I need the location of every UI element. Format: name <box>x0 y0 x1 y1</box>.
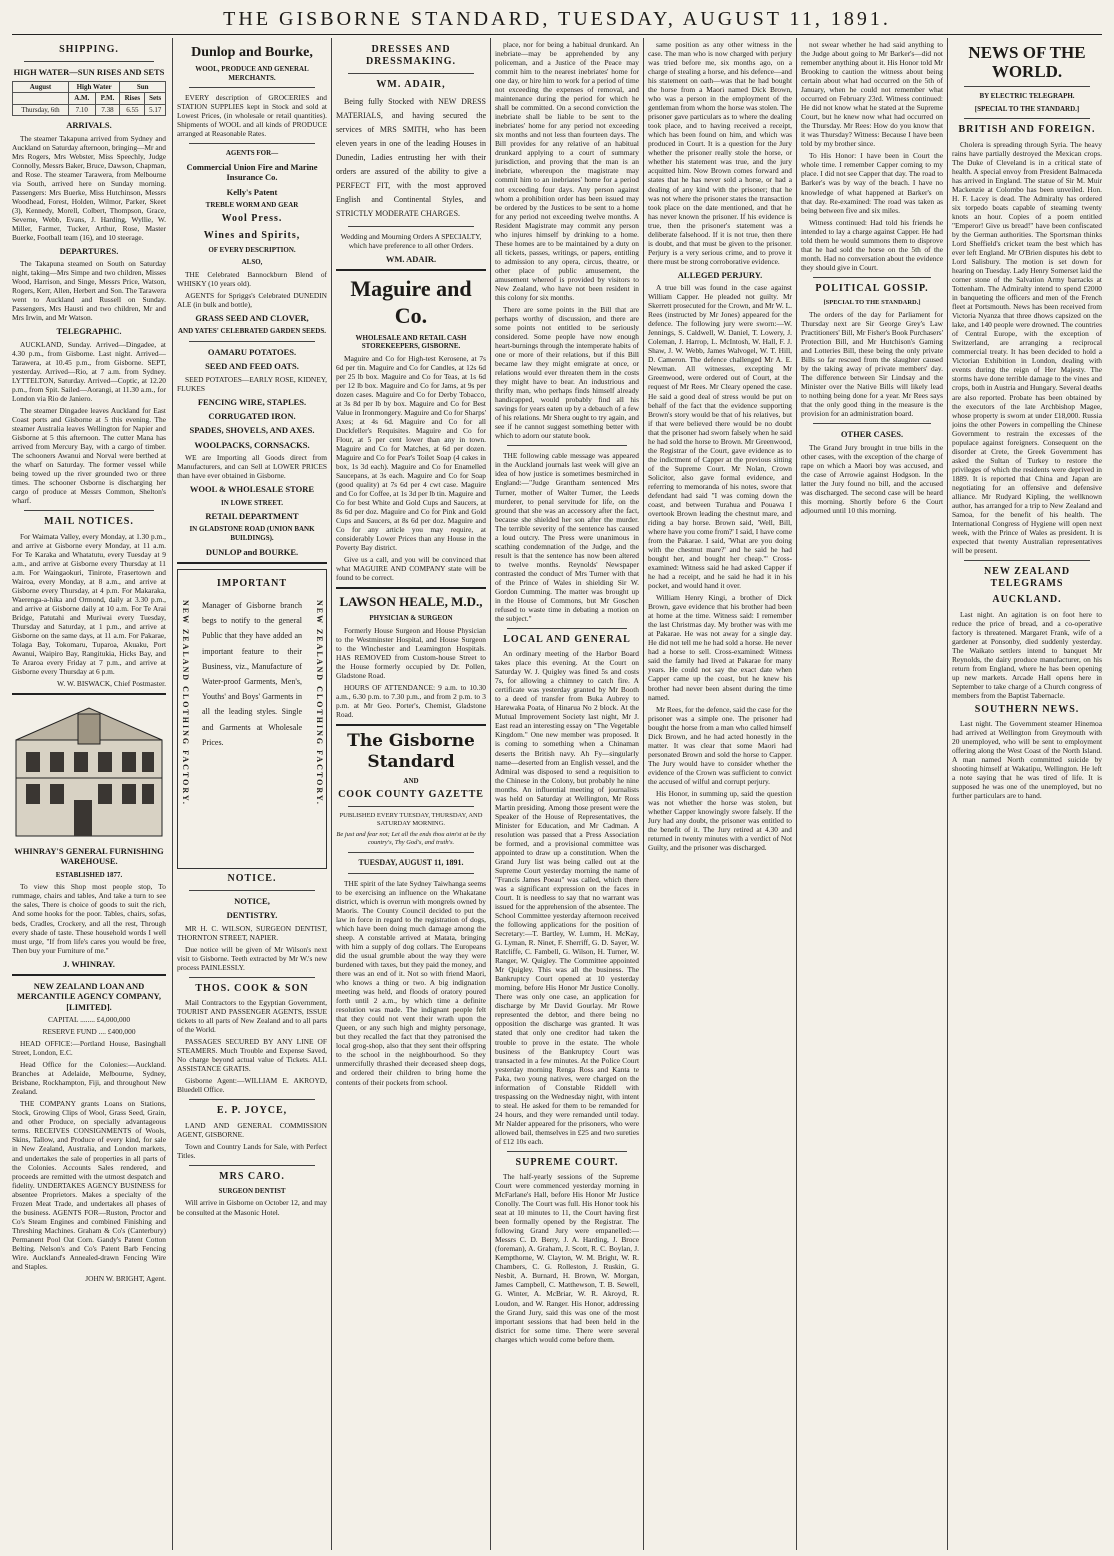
court-text-4: Mr Rees, for the defence, said the case for the prisoner was a simple one. The prisoner had bought the horse from a man who called himself Dick Brown, and he had acted honestly in the matter. It was clear that some Maori had personated Brown and sold the horse to Capper. The Jury would have to consider whether the evidence of the Crown was sufficient to convict the accused of wilful and corrupt perjury. <box>648 704 792 786</box>
column-editorial <box>495 40 639 1548</box>
arrivals-heading: ARRIVALS. <box>66 120 112 131</box>
column-rule <box>331 38 332 1550</box>
caro-heading: MRS CARO. <box>219 1170 285 1182</box>
heale-hours: HOURS OF ATTENDANCE: 9 a.m. to 10.30 a.m., 6.30 p.m. to 7.30 p.m., and from 2 p.m. to 3 p.m. at Mr Geo. Porter's, Chemist, Gladstone Road. <box>336 683 486 720</box>
paper-subtitle: COOK COUNTY GAZETTE <box>338 789 484 801</box>
telegraphic-heading: TELEGRAPHIC. <box>56 326 122 337</box>
auckland-heading: AUCKLAND. <box>992 594 1062 606</box>
factory-vertical-right: NEW ZEALAND CLOTHING FACTORY. <box>315 599 324 806</box>
corrugated-iron: CORRUGATED IRON. <box>208 411 296 422</box>
other-cases-text: The Grand Jury brought in true bills in the other cases, with the exception of the charge of rape on which a Maori boy was accused, and the case of Arrowie against Hodgson. In the latter the Jury found no bill, and the accused was discharged. The second case will be heard this morning. Shortly before 6 the Court adjourned until 10 this morning. <box>801 442 943 515</box>
spades: SPADES, SHOVELS, AND AXES. <box>189 425 315 436</box>
tide-cell: Thursday, 6th <box>13 104 69 116</box>
maguire-list: Maguire and Co for High-test Kerosene, at 7s 6d per tin. Maguire and Co for Candles, at 12s 6d per 25 lb box. Maguire and Co for Teas, at 1s 6d per 12 lb box. Maguire and Co for Jams, at 9s per dozen cases. Maguire and Co for Derby Tobacco, at 3s 8d per lb by box. Maguire and Co for Best Value in Ironmongery. Maguire and Co for Sharps' Axes; at 4s 6d. Maguire and Co for all Duckfeller's Requisites. Maguire and Co for Flour, at 5 per cent lower than any in town. Maguire and Co for Matches, at 6d per dozen. Maguire and Co for Pear's Toilet Soap (4 cakes in box, 1s 3d each). Maguire and Co for Enamelled Saucepans, at 3s each. Maguire and Co for Soap (good quality) at 7s 6d per 4 cwt case. Maguire and Co for Coffee, at 1s 3d per lb tin. Maguire and Co for best White and Gold Cups and Saucers, at 8s 6d per doz. Maguire and Co for Pink and Gold Cups and Saucers, at 8s 6d per doz. Maguire and Co for any article you may require, at considerably Lower Prices than any House in the Poverty Bay district. <box>336 353 486 553</box>
paper-and: AND <box>403 776 419 785</box>
notice-heading: NOTICE. <box>227 872 277 884</box>
wool-press: Wool Press. <box>221 213 283 225</box>
oamaru-potatoes: OAMARU POTATOES. <box>207 346 297 357</box>
factory-vertical-left: NEW ZEALAND CLOTHING FACTORY. <box>180 599 190 806</box>
capital: CAPITAL ........ £4,000,000 <box>47 1015 131 1025</box>
furniture-poem: To view this Shop most people stop, To rummage, chairs and tables, And take a turn to see the sales, There is choice of goods to suit the rich, And some hooks for the poor. Tables, chairs, sofas, beds, Cradles, Crockery, and all the rest, Through every shade of taste. These household words I well must urge, "If from life's cares you would be free, Then buy your Furniture of me." <box>12 882 166 955</box>
southern-text: Last night. The Government steamer Hinemoa had arrived at Wellington from Greymouth with 20 unemployed, who will be sent to employment offering along the West Coast of the North Island. A man named North committed suicide by shooting himself at Wakatipu, Wellington. He left a note saying that he was tired of life. It is supposed he was one of the unemployed, but no further particulars are to hand. <box>952 719 1102 801</box>
heale-heading: LAWSON HEALE, M.D., <box>339 594 483 610</box>
agents-heading: AGENTS FOR— <box>225 149 279 158</box>
court-text: same position as any other witness in the case. The man who is now charged with perjury was tried before me, six months ago, on a charge of stealing a horse, and his defence—and his statement on oath—was that he had bought the horse from a Maori named Dick Brown, who was a person in the employment of the gentleman from whom the horse was stolen. The prisoner gave particulars as to where the dealing took place, and to having received a receipt, which has been found on him, and which was produced in Court. It is a question for the Jury whether the prisoner really stole the horse, or whether his statement was true, and the jury acquitted him. Now Brown comes forward and states that he has never sold a horse, or had a dealing of any kind with the prisoner; that he was not where the prisoner states the transaction took place on the date mentioned, and that he has never known the prisoner. If his evidence is true, then the prisoner's statement was a deliberate falsehood. If it is not true, then there is doubt, and that must be given to the prisoner. Perjury is a very serious crime, and to prove it there must be strong corroborative evidence. <box>648 40 792 266</box>
seed-potatoes: SEED POTATOES—EARLY ROSE, KIDNEY, FLUKES <box>177 374 327 393</box>
clothing-text: Manager of Gisborne branch begs to notify to the general Public that they have added an important feature to their Business, viz., Manufacture of Water-proof Garments, Men's, Youths' and Boys' Garments in all the leading styles. Single and Garments at Wholesale Prices. <box>202 601 302 747</box>
grass-seed: GRASS SEED AND CLOVER, <box>195 313 309 323</box>
wines-subtitle: OF EVERY DESCRIPTION. <box>208 245 296 254</box>
editorial-text-2: There are some points in the Bill that are perhaps worthy of discussion, and there are some points not entitled to be seriously considered. Some people have now enough heart-burnings through the intemperate habits of one or more of their relations, but if this Bill became law they might emigrate at once, or relations would ever threaten them in the costs they might have to bear. An industrious and thrifty man, who perhaps finds himself already handicapped, would probably find all his savings for years eaten up by a debauch of a few of his relations. Mr Shera ought to try again, and see if he cannot suggest something better with which to adorn our statute book. <box>495 304 639 441</box>
tide-cell: 7.38 <box>95 104 120 116</box>
cook-heading: THOS. COOK & SON <box>195 982 309 994</box>
other-cases-heading: OTHER CASES. <box>840 429 904 440</box>
tide-cell: 6.55 <box>120 104 145 116</box>
editorial-text: THE spirit of the late Sydney Taiwhanga seems to be exercising an influence on the Whakatane district, which is overrun with mongrels owned by Maoris. The County Council decided to put the law in force in regard to the registration of dogs, which have been doing much damage among the sheep. A constable arrived at Matata, bringing with him a supply of dog collars. The Europeans did the usual grumble about the way they were burdened with taxes, but they paid the money, and there was an end of it. Not so with friend Maori, who knows a thing or two. A big indignation meeting was held, and floods of oratory poured forth until 2 a.m., by which time a definite resolution was made. The indignant people felt that they could not vent their wrath upon the Queen, or any such high and mighty personage, but they recalled the fact that they patronised the local grog-shop, also that they sent their offspring to the school in the neighbourhood. So they unmercifully thrashed their deceased sheep dogs, and ordered their children to bring home the contents of their pockets from school. <box>336 878 486 1087</box>
adair-heading: WM. ADAIR, <box>376 79 446 91</box>
shipping-text: The steamer Dingadee leaves Auckland for East Coast ports and Gisborne at 5 this evening. The steamer Australia leaves Wellington for Napier and Gisborne at 5 this afternoon. The cutter Mana has arrived from Mercury Bay, with a cargo of timber. The schooners Awanui and Norval were berthed at the wharf on Saturday. The former vessel while being towed up the river grounded two or three times. The schooner Osborne is discharging her cargo of produce at Messrs Common, Shelton's wharf. <box>12 406 166 506</box>
tide-table <box>12 81 166 117</box>
column-rule <box>947 38 948 1550</box>
fencing-wire: FENCING WIRE, STAPLES. <box>197 396 307 407</box>
political-heading: POLITICAL GOSSIP. <box>815 282 929 294</box>
masthead: THE GISBORNE STANDARD, TUESDAY, AUGUST 11, 1891. <box>223 8 891 30</box>
british-heading: BRITISH AND FOREIGN. <box>958 124 1096 136</box>
published-note: PUBLISHED EVERY TUESDAY, THURSDAY, AND SATURDAY MORNING. <box>339 812 483 828</box>
retail-department: RETAIL DEPARTMENT <box>205 511 299 522</box>
political-text: The orders of the day for Parliament for Thursday next are Sir George Grey's Law Practitioners' Bill, Mr Fisher's Book Purchasers' Protection Bill, and Mr Hutchison's Gaming and Lotteries Bill, these being the only private Bills so far rescued from the slaughter caused by the taking away of private members' day. The difference between Sir Lindsay and the Minister over the Native Bills will likely lead to nothing being done for a year. Mr Rees says that the only good thing in the measure is the provision for an administration board. <box>801 309 943 419</box>
cook-text-2: PASSAGES SECURED BY ANY LINE OF STEAMERS. Much Trouble and Expense Saved, No charge beyond actual value of Tickets. ALL ASSISTANCE GRATIS. <box>177 1037 327 1074</box>
column-rule <box>796 38 797 1550</box>
adair-text: Being fully Stocked with NEW DRESS MATERIALS, and having secured the services of MRS SMITH, who has been eleven years in one of the leading Houses in Dunedin, Ladies entrusting her with their orders are assured of the ability to give a PERFECT FIT, with the most approved English and Continental Styles, and STRICTLY MODERATE CHARGES. <box>336 96 486 218</box>
gladstone-road: IN GLADSTONE ROAD (UNION BANK BUILDINGS). <box>189 525 315 542</box>
mail-text: For Waimata Valley, every Monday, at 1.30 p.m., and arrive at Gisborne every Monday, at 11 a.m. For Te Karaka and Whatatutu, every Tuesday at 9 a.m., and arrive at Gisborne every Thursday at 11 a.m. For Waingaokuri, Tinirote, Frasertown and Wairoa, every Monday, at 8 a.m., and arrive at Gisborne every Thursday, at 4 p.m. For Makaraka, Waerenga-a-hika and Ormond, daily at 3.30 p.m., and arrive at Gisborne daily at 10 a.m. For Te Arai Bridge, Patutahi and Muriwai every Tuesday, Thursday and Saturday, at 1 p.m., and arrive at Gisborne on the same days, at 11 a.m. For Pakarae, Tolaga Bay, Tokomaru, Tuparoa, Akuaku, Port Awanui, Waipiro Bay, Rangitukia, Hicks Bay, and Te Araroa every Friday at 7 p.m., and arrive at Gisborne every Thursday at 6 p.m. <box>12 531 166 677</box>
local-heading: LOCAL AND GENERAL <box>503 633 631 645</box>
british-text: Cholera is spreading through Syria. The heavy rains have partially destroyed the Mexican crops. The Duke of Cleveland is in a critical state of health. A special envoy from President Balmaceda has arrived in England. The statue of Sir M. Muir Mackenzie at Colombo has been unveiled. Hon. H. F. Lacey is dead. The Admiralty has ordered six torpedo boats capable of steaming twenty knots an hour. Copies of a poem entitled "Emperor! Give us bread!" have been confiscated by the German authorities. The Sportsman thinks Lord Sheffield's cricket team the best which has ever left England. Mr O'Brien disputes his debt to Lord Salisbury. The motion is set down for hearing on Tuesday. Lady Henry Somerset laid the corner stone of the Salvation Army barracks at Tottenham. The Admiralty intend to spend £2000 in banqueting the officers and men of the French fleet at Portsmouth. News has been received from Victoria Nyanza that three dhows capsized on the lake, and 140 people were drowned. The countries of Central Europe, with the exception of Switzerland, are arranging a reciprocal commercial treaty. It has been decided to hold a Victorian Exhibition in London, dealing with events during the reign of Her Majesty. The storms have done terrible damage to the vines and crops, both in Austria and Hungary. Several deaths are also reported. Probate has been obtained by the executors of the late Archbishop Magee, whose property is sworn at under £18,000. Russia joins the other Powers in compelling the Chinese Government to restrain the excesses of the populace against foreigners. Consequent on the disorder at Crete, the Greek Government has asked the Sultan of Turkey to restore the privileges of which the residents were deprived in 1889. It is reported that China and Japan are negotiating for an offensive and defensive alliance. Mr Rudyard Kipling, the wellknown author, has arranged for a trip to New Zealand and Samoa, for the benefit of his health. The International Congress of Hygiene will open next week, with the Prince of Wales as president. It is expected that twenty Australian representatives will be present. <box>952 139 1102 556</box>
commercial-union: Commercial Union Fire and Marine Insurance Co. <box>186 161 318 183</box>
departures-text: The Takapuna steamed on South on Saturday night, taking—Mrs Simpe and two children, Misses Wood, Harrison, and Singe, Messrs Price, Watson, Rogers, Kerr, Allen, Herbert and Son. The Tarawera went to Auckland and Russell on Sunday. Passengers, Mrs Hausti and two children, Mr and Mrs Irwin, and Mr Watson. <box>12 259 166 323</box>
telegraphic-text: AUCKLAND, Sunday. Arrived—Dingadee, at 4.30 p.m., from Gisborne. Last night. Arrived—Tarawera, at 10.45 p.m., from Gisborne. SEPT, yesterday. Arrived—Rio, at 7 a.m. from Sydney. LYTTELTON, Saturday. Arrived—Coptic, at 12.20 p.m., from Spit. Sailed—Aorangi, at 11.30 a.m., for London via Rio de Janiero. <box>12 339 166 403</box>
lowe-street: IN LOWE STREET. <box>221 498 283 507</box>
cable-text: THE following cable message was appeared in the Auckland journals last week will give an idea of how justice is sometimes besmirched in England:—"Judge Grantham sentenced Mrs Turner, mother of Walter Turner, the Leeds murderer, to penal servitude for life, on the ground that she was an accessory after the fact, because she shielded her son after the murder. The terrible severity of the sentence has caused a loud outcry. The Press were unanimous in scathing condemnation of the Judge, and the result is that the sentence has now been altered to twelve months. Reynolds' Newspaper contrasted the conduct of Mrs Turner with that of the Prince of Wales in shielding Sir W. Gordon Cumming. The matter was brought up in the House of Commons, but Mr Goschen refused to waste time in debating a motion on the subject." <box>495 451 639 623</box>
perjury-text: A true bill was found in the case against William Capper. He pleaded not guilty. Mr Skerrett prosecuted for the Crown, and Mr W. L. Rees (instructed by Mr Jones) appeared for the defence. The following jury were sworn:—W. Jennings, S. Caldwell, W. Daniel, T. Lowery, J. Coleman, J. Harrop, L. McIntosh, W. Hall, F. J. Shaw, J. W. Webb, James Walvogel, W. T. Hill, D. Cameron. The defence challenged Mr A. E. Newman. All witnesses, excepting Mr Greenwood, were ordered out of Court, at the request of Mr Rees. Mr Cleary opened the case. He said a good deal of stress would be put on behalf of the fact that the evidence supporting Brown's story would be that of his relatives, but if that were believed there would be no doubt that the prisoner had sworn falsely when he said he had sold the horse to Brown. Mr Greenwood, the Registrar of the Court, gave evidence as to the indictment of Capper at the previous sitting of the Supreme Court. Mr Nolan, Crown Solicitor, also gave formal evidence, and referring to memoranda of his notes, swore that defendant had said "I was coming down the coast, and between Turahua and Pouawa I overtook Brown leading the chestnut mare, and riding a bay horse. Brown said, 'Well, Bill, where have you come from?' I said, I have come from the Pakarae. I said, 'What are you doing with the chestnut mare?' and he said he had bought her, and bought her cheap.'" Cross-examined: Witness said he had asked Capper if he had a receipt, and he said he had it in his pocket, and would hand it over. <box>648 283 792 591</box>
dentist-name: MR H. C. WILSON, SURGEON DENTIST, THORNTON STREET, NAPIER. <box>177 923 327 942</box>
garden-seeds: AND YATES' CELEBRATED GARDEN SEEDS. <box>177 327 326 336</box>
maguire-heading: Maguire and Co. <box>350 275 472 328</box>
arrivals-text: The steamer Takapuna arrived from Sydney and Auckland on Saturday afternoon, bringing—Mr and Mrs Rogers, Mrs Webster, Miss Speechly, Judge Connolly, Messrs Baker, Bruce, Dawson, Chapman, and Rose. The steamer Tarawera, from Melbourne via South, arrived here on Sunday morning. Passengers: Mrs Buerke, Miss Hutchinson, Messrs Woodhead, Forest, Holden, Wilmor, Parker, Skeet (3), Kennedy, Morell, Colbert, Thompson, Grace, Severne, Webb, Evans, J. Harding, Wyllie, W. Miller, Farmer, Tucker, Arthur, Rose, Master Buerke, Football team (16), and 10 steerage. <box>12 133 166 242</box>
company-text: THE COMPANY grants Loans on Stations, Stock, Growing Clips of Wool, Grass Seed, Grain, and other Produce, on specially advantageous terms. RECEIVES CONSIGNMENTS of Wools, Skins, Tallow, and Produce of every kind, for sale in New Zealand, Australia, and London markets, and undertakes the sale of properties in all parts of the Colonies. Accounts Sales rendered, and proceeds are remitted with the utmost despatch and fidelity. UNDERTAKES AGENCY BUSINESS for absentee Proprietors. Makes a specialty of the Frozen Meat Trade, and undertakes all phases of the business. AGENTS FOR—Ruston, Proctor and Co's Steam Engines and combined Finishing and Threshing Machines. Graham & Co's (Canterbury) Permanent Pool Oat Corn. Gandy's Patent Cotton Belting. Nelson's and Co's Patent Barb Fencing Wire. Auckland's Annealed-drawn Fencing Wire and Staples. <box>12 1099 166 1271</box>
column-rule <box>490 38 491 1550</box>
supreme-text: The half-yearly sessions of the Supreme Court were commenced yesterday morning in McFarlane's Hall, before His Honor Mr Justice Conolly. The Court was full. His Honor took his seat at 10 minutes to 11, the Court having first been formally opened by the Registrar. The following Grand Jury were empanelled:—Messrs C. D. Berry, J. A. Harding, J. Broce (foreman), A. Graham, J. Scott, R. C. Boylan, J. Kempthorne, W. Clayton, W. M. Bright, W. R. Chambers, C. G. Rolleston, J. Ruskin, G. Nesbit, A. Burnard, H. Brown, W. Morgan, James Campbell, C. Matthewson, T. B. Sewell, G. Winter, A. McBriar, W. R. Akroyd, R. Loudon, and W. Ranger. His Honor, addressing the Grand Jury, said this was one of the most important sessions that had been held in the district for some time. There were several charges which would come before them. <box>495 1172 639 1344</box>
masthead-rule <box>12 34 1102 35</box>
supreme-heading: SUPREME COURT. <box>515 1156 619 1168</box>
paper-motto: Be just and fear not; Let all the ends thou aim'st at be thy country's, Thy God's, and truth's. <box>336 831 486 847</box>
agency-signature: JOHN W. BRIGHT, Agent. <box>85 1273 166 1283</box>
maguire-note: Give us a call, and you will be convinced that what MAGUIRE AND COMPANY state will be found to be correct. <box>336 555 486 583</box>
column-rule <box>643 38 644 1550</box>
firm-subtitle: WOOL, PRODUCE AND GENERAL MERCHANTS. <box>195 65 309 82</box>
court-text-5: His Honor, in summing up, said the question was not whether the horse was stolen, but whether Capper knowingly swore falsely. If the Jury had any doubt, the prisoner was entitled to the benefit of it. The Jury retired at 4.30 and returned in twenty minutes with a verdict of Not Guilty, and the prisoner was discharged. <box>648 788 792 853</box>
dentist-note: Due notice will be given of Mr Wilson's next visit to Gisborne. Teeth extracted by Mr W.'s new process PAINLESSLY. <box>177 944 327 972</box>
importing-text: WE are Importing all Goods direct from Manufacturers, and can Sell at LOWER PRICES than have ever obtained in Gisborne. <box>177 453 327 481</box>
also-label: ALSO, <box>241 258 263 267</box>
tide-header: P.M. <box>95 93 120 105</box>
seed-oats: SEED AND FEED OATS. <box>205 361 299 372</box>
whisky-text: THE Celebrated Bannockburn Blend of WHISKY (10 years old). <box>177 269 327 288</box>
caro-subtitle: SURGEON DENTIST <box>218 1186 286 1195</box>
tide-cell: 7.10 <box>68 104 95 116</box>
auckland-text: Last night. An agitation is on foot here to reduce the price of bread, and a co-operative factory is threatened. Margaret Frank, wife of a gardener at Ponsonby, died suddenly yesterday. The Waikato settlers intend to banquet Mr Reynolds, the dairy produce manufacturer, on his return from England, where he has been opening up new markets. Arcade Hall opens here in September to take charge of a Church congress of members from the Baptist Tabernacle. <box>952 609 1102 700</box>
news-heading: NEWS OF THE WORLD. <box>968 43 1086 81</box>
cook-agent: Gisborne Agent:—WILLIAM E. AKROYD, Bluedell Office. <box>177 1076 327 1095</box>
column-news <box>952 40 1102 1548</box>
court-col6-text: not swear whether he had said anything to the Judge about going to Mr Barker's—did not remember anything about it. His Honor told Mr Brooking to caution the witness about being certain about what had occurred on the 5th of January, when he could not remember what occurred on February 23rd. Witness continued: He did not know what he stated at the Supreme Court, but he knew now what had occurred on the Thursday. Mr Rees: How do you know that it was Thursday? Witness: Because I have been told by my brother since. <box>801 40 943 149</box>
whinray-signature: J. WHINRAY. <box>63 958 115 969</box>
tide-header: A.M. <box>68 93 95 105</box>
column-court <box>648 40 792 1548</box>
column-court-2 <box>801 40 943 1548</box>
important-heading: IMPORTANT <box>216 577 288 589</box>
kelly-patent: Kelly's Patent <box>226 186 278 197</box>
wedding-text: Wedding and Mourning Orders A SPECIALTY, which have preference to all other Orders. <box>340 231 482 250</box>
maguire-subtitle: WHOLESALE AND RETAIL CASH STOREKEEPERS, GISBORNE. <box>355 333 467 351</box>
nz-telegrams-heading: NEW ZEALAND TELEGRAMS <box>983 566 1071 590</box>
reserve-fund: RESERVE FUND .... £400,000 <box>42 1027 136 1037</box>
wholesale-store: WOOL & WHOLESALE STORE <box>189 484 315 495</box>
editorial-date: TUESDAY, AUGUST 11, 1891. <box>358 858 464 868</box>
notice-label: NOTICE, <box>234 896 270 907</box>
firm-signature: DUNLOP and BOURKE. <box>205 546 299 557</box>
adair-signature: WM. ADAIR. <box>385 253 437 264</box>
woolpacks: WOOLPACKS, CORNSACKS. <box>194 439 310 450</box>
column-dunlop <box>177 40 327 1548</box>
news-subtitle-2: [SPECIAL TO THE STANDARD.] <box>974 104 1080 113</box>
local-text: An ordinary meeting of the Harbor Board takes place this evening. At the Court on Saturday W. J. Quigley was fined 5s and costs 7s, for allowing a chimney to catch fire. A certificate was yesterday granted by Mr Booth to a deed of transfer from Buka Aubrey to Harewaka Poata, of Hinarua No 2 block. At the Mutual Improvement Society last night, Mr J. East read an interesting essay on "The Vegetable Kingdom." One new member was proposed. It is coming to something when a Chinaman deserts the British navy. Ah Fy—singularly name—deserted from an English vessel, and the Admiral was disposed to send a requisition to the Chinese in the Colony, but probably he nine months. An influential meeting of journalists was held on Saturday at Wellington, Mr Ross Martin presiding. Among those present were the Speaker of the House of Representatives, the Minister for Education, and Mr Cadman. A resolution was passed that a Press Association be formed, and a provisional committee was appointed to draw up a constitution. When the Grand Jury list was being called out at the Supreme Court yesterday morning the name of "Francis James Poeau" was called, which there was a significant expression on the faces in Court. It is needless to say that no warrant was issued for the apprehension of the absentee. The School Committee yesterday afternoon received the following applications for the position of Secretary:—T. Bartley, W. Lumm, H. McKay, G. Lyman, R. Ninet, F. Sherriff, G. D. Sayer, W. Ratcliffe, C. Fambell, G. Wilson, H. Turner, W. Ranger, W. Quigley. The Committee appointed Mr Quigley. This was all the business. The Bankruptcy Court opened at 10 yesterday morning, before His Honor Mr Justice Conolly. There was only one case, an application for discharge by Mr David Gourlay. Mr Rowe represented the debtor, and there being no opposition the discharge was granted. It was stated that only one creditor had taken the trouble to prove in the estate. The whole business of the Bankruptcy Court was transacted in a few minutes. At the Police Court yesterday morning Renga Ross and Kanta te Paka, two young natives, were charged on the information of Constable Riddell with trespassing on the Wednesday night, with intent to steal. He asked for them to be remanded for 24 hours, and they were remanded until today. Mr Nalder appeared for the prisoners, who were allowed bail, themselves in £25 and two sureties of £12 10s each. <box>495 649 639 1146</box>
dentistry-heading: DENTISTRY. <box>226 910 278 921</box>
southern-heading: SOUTHERN NEWS. <box>974 703 1080 715</box>
joyce-text: LAND AND GENERAL COMMISSION AGENT, GISBORNE. <box>177 1120 327 1139</box>
branches: Head Office for the Colonies:—Auckland. Branches at Adelaide, Melbourne, Sydney, Brisbane, Rockhampton, Fiji, and throughout New Zealand. <box>12 1060 166 1097</box>
shipping-heading: SHIPPING. <box>59 44 119 55</box>
tide-header: Sun <box>120 81 166 93</box>
column-rule <box>172 38 173 1550</box>
tide-header: August <box>13 81 69 93</box>
nz-loan-heading: NEW ZEALAND LOAN AND MERCANTILE AGENCY COMPANY, [LIMITED]. <box>17 980 161 1012</box>
tide-cell: 5.17 <box>145 104 166 116</box>
tide-heading: HIGH WATER—SUN RISES AND SETS <box>13 67 165 78</box>
perjury-heading: ALLEGED PERJURY. <box>677 269 763 280</box>
mail-heading: MAIL NOTICES. <box>44 516 134 528</box>
head-office: HEAD OFFICE:—Portland House, Basinghall Street, London, E.C. <box>12 1039 166 1058</box>
wines-spirits: Wines and Spirits, <box>203 229 301 241</box>
grocery-text: EVERY description of GROCERIES and STATION SUPPLIES kept in Stock and sold at Lowest Prices, (in wholesale or retail quantities). Shipments of WOOL and all kinds of PRODUCE arranged at Reasonable Rates. <box>177 93 327 139</box>
column-adair <box>336 40 486 1548</box>
editorial-continued: place, nor for being a habitual drunkard. An inebriate—may be apprehended by any policeman, and a Justice of the Peace may commit him to the nearest inebriates' home for one day, or hire him to work for a period of time not exceeding the expenses of removal, and maintenance during the period for which he shall be committed. On a second conviction the inebriate shall be liable to be sent to the inebriates' home for any period not exceeding six months and not less than fourteen days. The Bill provides for any relative of an habitual drunkard applying to a court of summary jurisdiction, and proving that the man is an inebriate, whereupon the magistrate may commit him to an inebriates' home for a period not exceeding four days. Any person against whom a prohibition order has been issued may be ordered by the Justices to be sent to a home for any period not exceeding twelve months. A Resident Magistrate may commit any person who injures himself by drinking to a home. These homes are to be maintained by a duty on all tickets, passes, writings, or papers, entitling to admission to any opera, circus, theatre, or other place of public amusement, the amusement whereof is provided by visitors to New Zealand, who have not been resident in this colony for six months. <box>495 40 639 302</box>
joyce-heading: E. P. JOYCE, <box>216 1105 288 1117</box>
mail-signature: W. W. BISWACK, Chief Postmaster. <box>57 679 166 689</box>
cook-text: Mail Contractors to the Egyptian Government, TOURIST AND PASSENGER AGENTS, ISSUE tickets to all parts of New Zealand and to all parts of the World. <box>177 998 327 1035</box>
tide-header: Rises <box>120 93 145 105</box>
court-col6-text-3: Witness continued: Had told his friends he intended to lay a charge against Capper. He had told them he would summons them to disprove that he had sold the horse on the 5th of the month. Had no conversation about the evidence they should give in Court. <box>801 217 943 272</box>
dress-heading: DRESSES AND DRESSMAKING. <box>365 44 457 68</box>
column-shipping <box>12 40 166 1548</box>
departures-heading: DEPARTURES. <box>59 245 119 256</box>
political-subtitle: [SPECIAL TO THE STANDARD.] <box>823 298 921 306</box>
heale-text: Formerly House Surgeon and House Physician to the Westminster Hospital, and House Surgeon to the Winchester and Leamington Hospitals. HAS REMOVED from Custom-house Street to the House formerly occupied by Dr. Pollen, Gladstone Road. <box>336 625 486 681</box>
firm-name: Dunlop and Bourke, <box>191 45 313 60</box>
joyce-text-2: Town and Country Lands for Sale, with Perfect Titles. <box>177 1141 327 1160</box>
treble-worm: TREBLE WORM AND GEAR <box>205 200 299 209</box>
tide-header: High Water <box>68 81 119 93</box>
paper-title: The Gisborne Standard <box>347 731 475 772</box>
established: ESTABLISHED 1877. <box>55 870 123 879</box>
warehouse-caption: WHINRAY'S GENERAL FURNISHING WAREHOUSE. <box>14 846 164 867</box>
caro-text: Will arrive in Gisborne on October 12, and may be consulted at the Masonic Hotel. <box>177 1198 327 1217</box>
clothing-factory-ad <box>177 569 327 869</box>
tide-header: Sets <box>145 93 166 105</box>
news-subtitle: BY ELECTRIC TELEGRAPH. <box>979 92 1075 101</box>
dunedin-ale-text: AGENTS for Spriggs's Celebrated DUNEDIN ALE (in bulk and bottle), <box>177 290 327 309</box>
court-col6-text-2: To His Honor: I have been in Court the whole time. I remember Capper coming to my place. I did not see Capper that day. The road to Barker's was by way of the beach. I have no knowledge of what happened at Barker's on that day. Re-examined: The road was taken as being between five and six miles. <box>801 151 943 215</box>
heale-subtitle: PHYSICIAN & SURGEON <box>369 614 453 623</box>
warehouse-illustration <box>12 700 166 840</box>
court-text-3: William Henry Kingi, a brother of Dick Brown, gave evidence that his brother had been at home at the time. Witness said: I remember the last Christmas day. My brother was with me at Pakarae. He was not away for a single day. He did not tell me he had sold a horse. He never had a horse to sell. Cross-examined: Witness said the family had lived at Pakarae for many years. He could not say the exact date when Capper came up the coast, but he knew his brother had never been absent during the time named. <box>648 593 792 702</box>
